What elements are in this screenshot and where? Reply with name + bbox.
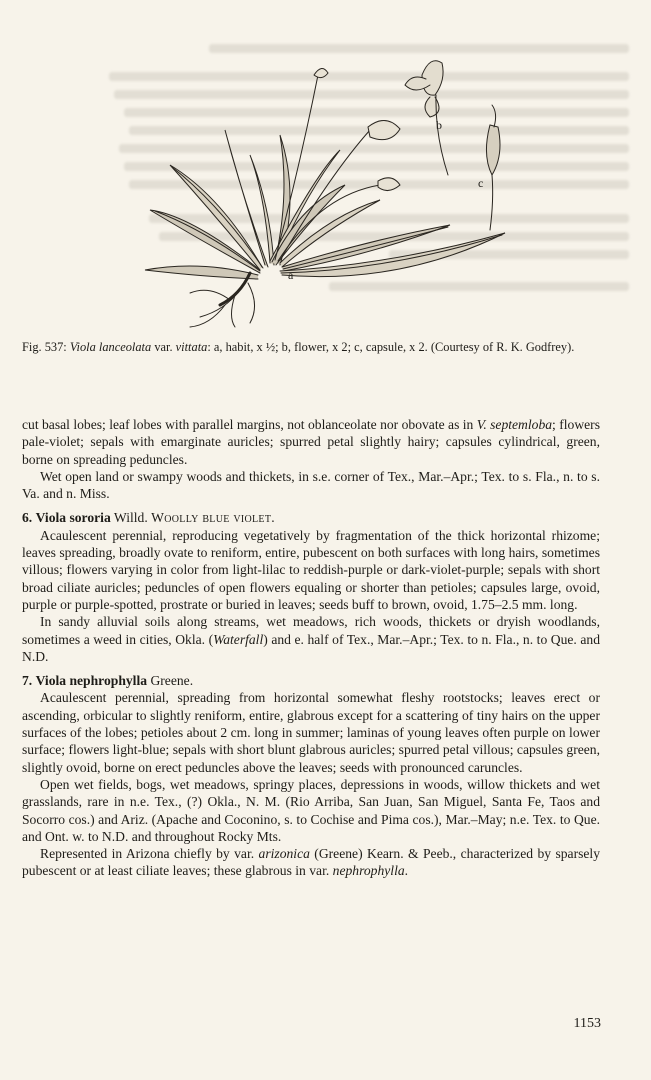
caption-taxon: Viola lanceolata <box>69 340 152 354</box>
botanical-illustration <box>130 55 520 330</box>
figure-label-c: c <box>478 176 484 190</box>
continuation-description: cut basal lobes; leaf lobes with parallel margins, not oblanceolate nor obovate as in V. septemloba; flowers pale-violet; sepals with emarginate auricles; spurred petal slightly hairy; capsules cylindrical, green, borne on spreading peduncles. <box>22 417 600 467</box>
caption-description: : a, habit, x ½; b, flower, x 2; c, capsule, x 2. (Courtesy of R. K. Godfrey). <box>207 340 575 354</box>
variety-name: nephrophylla <box>332 863 405 879</box>
continuation-habitat: Wet open land or swampy woods and thickets, in s.e. corner of Tex., Mar.–Apr.; Tex. to s. Fla., n. to s. Va. and n. Miss. <box>22 468 600 502</box>
species-name: Viola nephrophylla <box>35 673 148 689</box>
common-name: Woolly blue violet. <box>151 510 275 526</box>
caption-label: Fig. 537: <box>22 340 67 354</box>
species-6-habitat: In sandy alluvial soils along streams, wet meadows, rich woods, thickets or dryish woodlands, sometimes a weed in cities, Okla. (Waterfall) and e. half of Tex., Mar.–Apr.; Tex. to n. Fla., n. to Que. and N.D. <box>22 614 601 664</box>
species-author: Willd. <box>113 510 148 526</box>
collector-reference: Waterfall <box>213 631 264 647</box>
species-heading-6: 6. Viola sororia Willd. Woolly blue violet. <box>22 510 275 526</box>
body-text <box>22 416 600 880</box>
species-heading-7: 7. Viola nephrophylla Greene. <box>22 673 194 689</box>
species-7-varieties: Represented in Arizona chiefly by var. arizonica (Greene) Kearn. & Peeb., characterized by sparsely pubescent or at least ciliate leaves; these glabrous in var. nephrophylla. <box>22 846 600 879</box>
caption-variety: vittata <box>175 340 208 354</box>
figure-caption <box>22 340 600 355</box>
page-number: 1153 <box>573 1016 601 1031</box>
variety-name: arizonica <box>258 846 310 862</box>
figure-label-b: b <box>436 118 442 132</box>
species-name: Viola sororia <box>35 510 111 526</box>
species-7-habitat: Open wet fields, bogs, wet meadows, springy places, depressions in woods, willow thickets and wet grasslands, rare in n.e. Tex., (?) Okla., N. M. (Rio Arriba, San Juan, San Miguel, Santa Fe, Taos and Socorro cos.) and Ariz. (Apache and Coconino, s. to Cochise and Pima cos.), Mar.–May; n.e. Tex. to Que. and Ont. w. to N.D. and throughout Rocky Mts. <box>22 776 600 844</box>
caption-rank: var. <box>154 340 173 354</box>
species-author: Greene. <box>150 673 194 689</box>
species-7-description: Acaulescent perennial, spreading from horizontal somewhat fleshy rootstocks; leaves erect or ascending, orbicular to slightly reniform, entire, glabrous except for a scattering of tiny hairs on the upper surfaces of the lobes; petioles about 2 cm. long in summer; laminas of young leaves often purple on lower surface; flowers light-blue; sepals with short blunt glabrous auricles; spurred petal villous; capsules green, slightly ovoid, borne on erect peduncles above the leaves; seeds with pronounced caruncles. <box>22 690 600 775</box>
species-6-description: Acaulescent perennial, reproducing vegetatively by fragmentation of the thick horizontal rhizome; leaves spreading, broadly ovate to reniform, entire, pubescent on both surfaces with long hairs, sometimes villous; flowers varying in color from light-lilac to reddish-purple or dark-violet-purple; sepals with short broad ciliate auricles; peduncles of open flowers equaling or shorter than petioles; capsules large, ovoid, purple or purple-spotted, prostrate or buried in leaves; seeds buff to brown, ovoid, 1.75–2.5 mm. long. <box>22 527 600 612</box>
viola-lanceolata-drawing <box>130 55 520 330</box>
taxon-reference: V. septemloba <box>476 417 553 432</box>
figure-label-a: a <box>288 268 294 282</box>
